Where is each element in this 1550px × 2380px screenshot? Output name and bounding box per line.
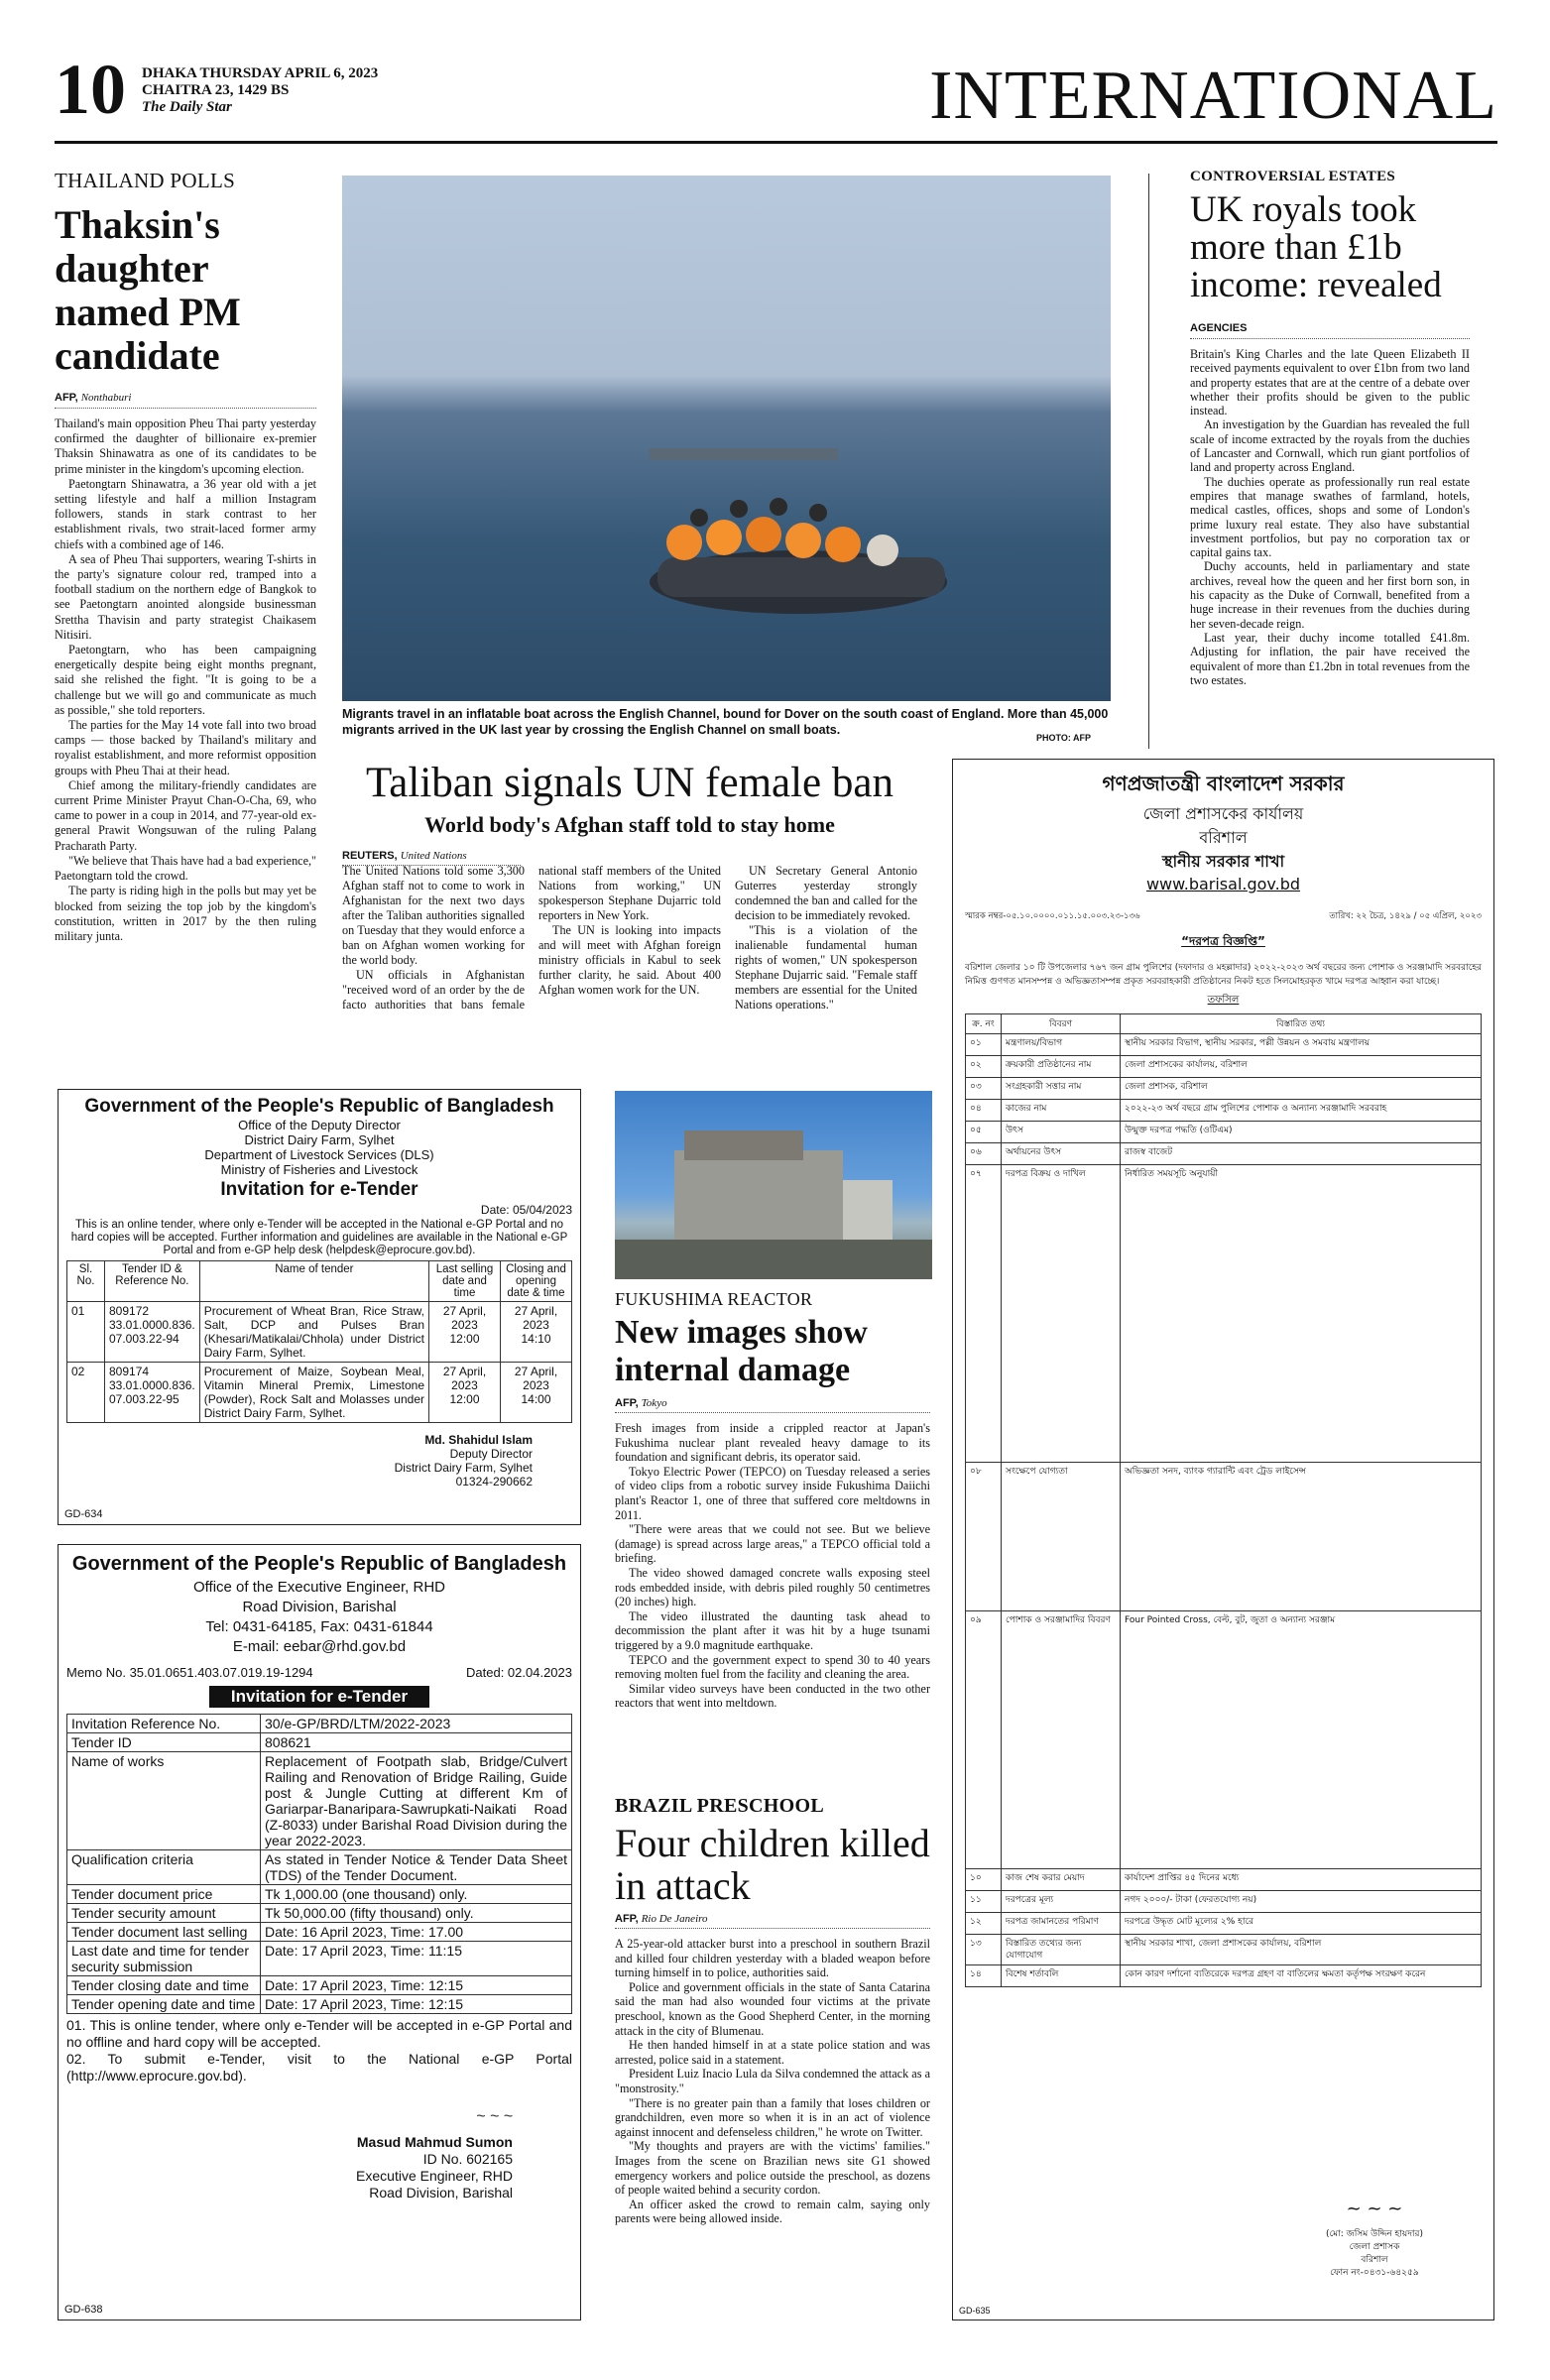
kicker: BRAZIL PRESCHOOL xyxy=(615,1795,824,1817)
table-cell: Tender opening date and time xyxy=(67,1995,261,2014)
text-line: (মো: জসিম উদ্দিন হায়দার) xyxy=(1325,2229,1423,2239)
table-cell: বিস্তারিত তথ্য xyxy=(1121,1014,1482,1034)
byline: AFP, Rio De Janeiro xyxy=(615,1913,708,1925)
article-body xyxy=(615,1421,930,1711)
ad-date: Date: 05/04/2023 xyxy=(480,1203,572,1217)
table-row xyxy=(966,1965,1482,1987)
table-row xyxy=(966,1869,1482,1891)
table-row xyxy=(966,1143,1482,1165)
table-row xyxy=(67,1904,572,1923)
fukushima-photo xyxy=(615,1091,932,1279)
photo-credit: PHOTO: AFP xyxy=(1035,733,1091,743)
paragraph: The United Nations told some 3,300 Afghan staff not to come to work in Afghanistan for the next two days after the Taliban authorities signalled on Tuesday that they would enforce a ban on Afghan women working for the world body. xyxy=(342,864,525,967)
table-row xyxy=(966,1165,1482,1463)
text-line: Road Division, Barishal xyxy=(369,2185,513,2201)
table-cell: Closing and opening date & time xyxy=(501,1261,572,1302)
column-rule xyxy=(1148,174,1149,749)
ad-email[interactable]: E-mail: eebar@rhd.gov.bd xyxy=(232,1638,407,1655)
note: 02. To submit e-Tender, visit to the National e-GP Portal (http://www.eprocure.gov.bd). xyxy=(66,2051,572,2083)
ad-title: Invitation for e-Tender xyxy=(220,1179,418,1200)
paragraph: A sea of Pheu Thai supporters, wearing T-shirts in the party's signature colour red, tramped into a football stadium on the northern edge of Bangkok to see Paetongtarn anointed alongside businessman Srettha Thavisin and party strategist Chaikasem Nitisiri. xyxy=(55,551,316,642)
kicker: FUKUSHIMA REACTOR xyxy=(615,1289,813,1309)
ad-city: বরিশাল xyxy=(1199,828,1248,847)
table-cell: Qualification criteria xyxy=(67,1850,261,1885)
text-line: ID No. 602165 xyxy=(422,2151,513,2167)
table-cell: ১২ xyxy=(966,1913,1002,1935)
text-line: ফোন নং-০৪৩১-৬৪২৫৯ xyxy=(1330,2268,1419,2278)
table-row xyxy=(966,1913,1482,1935)
subhead: World body's Afghan staff told to stay home xyxy=(424,812,835,837)
table-cell: Sl. No. xyxy=(67,1261,105,1302)
byline: REUTERS, United Nations xyxy=(342,850,467,862)
ad-website[interactable]: www.barisal.gov.bd xyxy=(1145,875,1301,893)
paragraph: President Luiz Inacio Lula da Silva condemned the attack as a "monstrosity." xyxy=(615,2067,930,2095)
byline: AFP, Tokyo xyxy=(615,1397,667,1409)
paragraph: Paetongtarn Shinawatra, a 36 year old with a jet setting lifestyle and half a million Instagram followers, stands in stark contrast to her establishment rivals, two strait-laced former army chiefs with a combined age of 146. xyxy=(55,476,316,551)
text-line: Department of Livestock Services (DLS) xyxy=(204,1147,434,1162)
table-cell: জেলা প্রশাসক, বরিশাল xyxy=(1121,1078,1482,1100)
table-cell: স্থানীয় সরকার বিভাগ, স্থানীয় সরকার, পল্লী উন্নয়ন ও সমবায় মন্ত্রণালয় xyxy=(1121,1034,1482,1056)
note: 01. This is online tender, where only e-Tender will be accepted in e-GP Portal and no offline and hard copy will be accepted. xyxy=(66,2017,572,2050)
article-body xyxy=(55,416,316,944)
paragraph: Last year, their duchy income totalled £41.8m. Adjusting for inflation, the pair have received the equivalent of more than £1.2bn in total revenues from the two estates. xyxy=(1190,630,1470,687)
text-line: বরিশাল xyxy=(1361,2255,1388,2265)
paragraph: Tokyo Electric Power (TEPCO) on Tuesday released a series of video clips from a robotic survey inside Fukushima Daiichi plant's Reactor 1, one of three that suffered core meltdowns in 2011. xyxy=(615,1464,930,1522)
signer-lines xyxy=(66,2151,513,2202)
table-cell: উৎস xyxy=(1002,1122,1121,1143)
table-row xyxy=(67,1715,572,1733)
headline: Taliban signals UN female ban xyxy=(366,760,894,806)
table-cell: দরপত্রের মূল্য xyxy=(1002,1891,1121,1913)
table-cell: Procurement of Wheat Bran, Rice Straw, Salt, DCP and Pulses Bran (Khesari/Matikalai/Chhola) under District Dairy Farm, Sylhet. xyxy=(199,1302,428,1363)
table-row xyxy=(67,1733,572,1752)
table-row xyxy=(966,1078,1482,1100)
text-line: Road Division, Barishal xyxy=(242,1599,397,1615)
paragraph: An officer asked the crowd to remain calm, saying only parents were being allowed inside. xyxy=(615,2197,930,2226)
table-cell: কাজ শেষ করার মেয়াদ xyxy=(1002,1869,1121,1891)
paragraph: "This is a violation of the inalienable fundamental human rights of women," UN spokesperson Stephane Dujarric said. "Female staff members are essential for the United Nations operations." xyxy=(735,923,917,1012)
table-cell: ক্রয়কারী প্রতিষ্ঠানের নাম xyxy=(1002,1056,1121,1078)
table-cell: ক্র. নং xyxy=(966,1014,1002,1034)
ad-notes xyxy=(66,2017,572,2084)
table-row xyxy=(966,1611,1482,1869)
article-body xyxy=(615,1937,930,2226)
table-cell: বিস্তারিত তথ্যের জন্য যোগাযোগ xyxy=(1002,1935,1121,1965)
paragraph: The video illustrated the daunting task ahead to decommission the plant after it was hit by a huge tsunami triggered by a 9.0 magnitude earthquake. xyxy=(615,1608,930,1652)
paragraph: UN officials in Afghanistan "received word of an order by the de facto authorities that bans female national staff members of the United Nations from working," UN spokesperson Stephane Dujarric told reporters in New York. xyxy=(342,864,721,1012)
byline: AFP, Nonthaburi xyxy=(55,392,132,404)
table-cell: Tk 1,000.00 (one thousand) only. xyxy=(261,1885,572,1904)
byline: AGENCIES xyxy=(1190,322,1248,334)
paragraph: Chief among the military-friendly candidates are current Prime Minister Prayut Chan-O-Cha, 69, who came to power in a coup in 2014, and 77-year-old ex-general Prawit Wongsuwan of the ruling Palang Pracharath Party. xyxy=(55,777,316,853)
table-row xyxy=(966,1056,1482,1078)
table-cell: কার্যাদেশ প্রাপ্তির ৪৫ দিনের মধ্যে xyxy=(1121,1869,1482,1891)
article-body xyxy=(1190,347,1470,687)
signature: ~ ~ ~ xyxy=(1346,2199,1403,2219)
ad-memo: Memo No. 35.01.0651.403.07.019.19-1294 xyxy=(66,1665,313,1680)
table-cell: ০৫ xyxy=(966,1122,1002,1143)
paragraph: Police and government officials in the state of Santa Catarina said the man had also wounded four victims at the private preschool, known as the Good Shepherd Center, in the morning attack in the city of Blumenau. xyxy=(615,1979,930,2038)
brazil-article xyxy=(615,1795,930,2325)
ad-intro: This is an online tender, where only e-Tender will be accepted in the National e-GP Portal and no hard copies will be accepted. Further information and guidelines are available in the National e-GP Portal and from e-GP help desk (helpdesk@eprocure.gov.bd). xyxy=(70,1219,568,1256)
table-cell: Tk 50,000.00 (fifty thousand) only. xyxy=(261,1904,572,1923)
table-cell: মন্ত্রণালয়/বিভাগ xyxy=(1002,1034,1121,1056)
table-row xyxy=(966,1100,1482,1122)
table-row xyxy=(67,1363,572,1423)
table-cell: Four Pointed Cross, বেল্ট, বুট, জুতা ও অন্যান্য সরঞ্জাম xyxy=(1121,1611,1482,1869)
paragraph: "We believe that Thais have had a bad experience," Paetongtarn told the crowd. xyxy=(55,853,316,884)
taliban-article xyxy=(342,759,917,1106)
text-line: District Dairy Farm, Sylhet xyxy=(394,1461,533,1475)
table-cell: 27 April, 2023 12:00 xyxy=(429,1302,501,1363)
paragraph: He then handed himself in at a state police station and was arrested, police said in a statement. xyxy=(615,2038,930,2067)
table-row xyxy=(67,1995,572,2014)
table-cell: Invitation Reference No. xyxy=(67,1715,261,1733)
uk-royals-article xyxy=(1190,169,1470,749)
table-cell: Date: 17 April 2023, Time: 11:15 xyxy=(261,1942,572,1976)
ad-gov-title: Government of the People's Republic of Bangladesh xyxy=(84,1096,554,1117)
table-header xyxy=(67,1261,572,1302)
gd-number: GD-635 xyxy=(959,2306,991,2316)
paragraph: TEPCO and the government expect to spend 30 to 40 years removing molten fuel from the facility and cleaning the area. xyxy=(615,1652,930,1682)
paragraph: The parties for the May 14 vote fall into two broad camps — those backed by Thailand's military and royalist establishment, and more reformist opposition groups with Pheu Thai at their head. xyxy=(55,718,316,777)
table-cell: Name of tender xyxy=(199,1261,428,1302)
paragraph: Britain's King Charles and the late Queen Elizabeth II received payments equivalent to over £1bn from two land and property estates that are at the centre of a debate over whether their profits should be given to the public instead. xyxy=(1190,347,1470,418)
table-cell: রাজস্ব বাজেট xyxy=(1121,1143,1482,1165)
text-line: Ministry of Fisheries and Livestock xyxy=(220,1162,418,1177)
ad-office: জেলা প্রশাসকের কার্যালয় xyxy=(1142,804,1304,823)
table-cell: Replacement of Footpath slab, Bridge/Culvert Railing and Renovation of Bridge Railing, Guide post & Jungle Cutting at different Km of Gariarpar-Banaripara-Sawrupkati-Naikati Road (Z-8033) under Barishal Road Division during the year 2022-2023. xyxy=(261,1752,572,1850)
paragraph: "There is no greater pain than a family that loses children or grandchildren, even more so when it is in an act of violence against innocent and defenseless children," he wrote on Twitter. xyxy=(615,2095,930,2139)
table-cell: ১১ xyxy=(966,1891,1002,1913)
table-cell: Date: 17 April 2023, Time: 12:15 xyxy=(261,1995,572,2014)
table-row xyxy=(67,1850,572,1885)
table-cell: Tender document last selling xyxy=(67,1923,261,1942)
table-cell: Date: 17 April 2023, Time: 12:15 xyxy=(261,1976,572,1995)
signer-name: Md. Shahidul Islam xyxy=(424,1433,533,1447)
thailand-article xyxy=(55,169,316,1066)
paragraph: Duchy accounts, held in parliamentary and state archives, reveal how the queen and her first born son, in his capacity as the Duke of Cornwall, benefited from a huge increase in their revenues from the duchies during her seven-decade reign. xyxy=(1190,559,1470,631)
table-cell: Last date and time for tender security submission xyxy=(67,1942,261,1976)
table-row xyxy=(966,1935,1482,1965)
headline: UK royals took more than £1b income: revealed xyxy=(1190,189,1442,305)
table-cell: 808621 xyxy=(261,1733,572,1752)
table-cell: ০১ xyxy=(966,1034,1002,1056)
page-number: 10 xyxy=(55,60,126,129)
table-cell: Last selling date and time xyxy=(429,1261,501,1302)
paragraph: A 25-year-old attacker burst into a preschool in southern Brazil and killed four children yesterday with a bladed weapon before turning himself in to police, authorities said. xyxy=(615,1937,930,1980)
table-cell: দরপত্র বিক্রয় ও দাখিল xyxy=(1002,1165,1121,1463)
table-cell: অর্থায়নের উৎস xyxy=(1002,1143,1121,1165)
ad-rhd-tender xyxy=(58,1544,581,2320)
ad-gov-title: গণপ্রজাতন্ত্রী বাংলাদেশ সরকার xyxy=(1102,772,1345,795)
table-cell: জেলা প্রশাসকের কার্যালয়, বরিশাল xyxy=(1121,1056,1482,1078)
signer-lines xyxy=(1295,2228,1454,2280)
paragraph: "There were areas that we could not see. But we believe (damage) is spread across large areas," a TEPCO official told a briefing. xyxy=(615,1522,930,1566)
bangla-date: CHAITRA 23, 1429 BS xyxy=(142,82,290,98)
table-cell: বিবরণ xyxy=(1002,1014,1121,1034)
table-row xyxy=(966,1122,1482,1143)
table-row xyxy=(966,1034,1482,1056)
table-cell: Tender ID & Reference No. xyxy=(105,1261,200,1302)
table-row xyxy=(67,1752,572,1850)
schedule-table xyxy=(965,1013,1482,1987)
table-cell: 809174 33.01.0000.836. 07.003.22-95 xyxy=(105,1363,200,1423)
tender-table xyxy=(66,1260,572,1423)
table-cell: Procurement of Maize, Soybean Meal, Vitamin Mineral Premix, Limestone (Powder), Rock Salt and Molasses under District Dairy Farm, Sylhet. xyxy=(199,1363,428,1423)
table-cell: 01 xyxy=(67,1302,105,1363)
ad-title: “দরপত্র বিজ্ঞপ্তি” xyxy=(1181,934,1265,948)
ad-memo: স্মারক নম্বর-০৫.১০.০০০০.০১১.১৫.০০৩.২৩-১৩৬ xyxy=(965,911,1140,921)
tender-table xyxy=(66,1714,572,2014)
table-cell: সংক্ষেপে যোগ্যতা xyxy=(1002,1463,1121,1611)
paragraph: "My thoughts and prayers are with the victims' families." Images from the scene on Brazilian news site G1 showed emergency workers and police outside the preschool, as dozens of people waited behind a security cordon. xyxy=(615,2139,930,2198)
paragraph: The party is riding high in the polls but may yet be blocked from seizing the top job by the kingdom's constitution, written in 2017 by the then ruling military junta. xyxy=(55,884,316,943)
table-cell: ০৮ xyxy=(966,1463,1002,1611)
table-cell: As stated in Tender Notice & Tender Data Sheet (TDS) of the Tender Document. xyxy=(261,1850,572,1885)
kicker: THAILAND POLLS xyxy=(55,169,236,192)
text-line: Deputy Director xyxy=(449,1447,533,1461)
paragraph: Thailand's main opposition Pheu Thai party yesterday confirmed the daughter of billionaire ex-premier Thaksin Shinawatra as one of its candidates to be prime minister in the kingdom's upcoming election. xyxy=(55,416,316,476)
headline: Four children killed in attack xyxy=(615,1821,930,1908)
table-cell: দরপত্রে উদ্ধৃত মোট মূল্যের ২% হারে xyxy=(1121,1913,1482,1935)
table-cell: 27 April, 2023 14:10 xyxy=(501,1302,572,1363)
table-row xyxy=(67,1923,572,1942)
table-cell: ০৩ xyxy=(966,1078,1002,1100)
ad-gov-title: Government of the People's Republic of Bangladesh xyxy=(71,1553,567,1575)
table-row xyxy=(67,1942,572,1976)
text-line: জেলা প্রশাসক xyxy=(1349,2242,1400,2252)
table-cell: Name of works xyxy=(67,1752,261,1850)
table-cell: ০৭ xyxy=(966,1165,1002,1463)
paragraph: An investigation by the Guardian has revealed the full scale of income extracted by the royals from the duchies of Lancaster and Cornwall, which run giant portfolios of land and property across England. xyxy=(1190,417,1470,475)
signer-name: Masud Mahmud Sumon xyxy=(356,2134,513,2150)
table-cell: Date: 16 April 2023, Time: 17.00 xyxy=(261,1923,572,1942)
paragraph: Fresh images from inside a crippled reactor at Japan's Fukushima nuclear plant revealed heavy damage to its foundation and significant debris, its operator said. xyxy=(615,1421,930,1465)
table-cell: কোন কারণ দর্শানো ব্যতিরেকে দরপত্র গ্রহণ বা বাতিলের ক্ষমতা কর্তৃপক্ষ সংরক্ষণ করেন xyxy=(1121,1965,1482,1987)
ad-date: তারিখ: ২২ চৈত্র, ১৪২৯ / ০৫ এপ্রিল, ২০২৩ xyxy=(1329,911,1482,921)
ad-branch: স্থানীয় সরকার শাখা xyxy=(1161,852,1285,871)
photo-caption: Migrants travel in an inflatable boat across the English Channel, bound for Dover on the south coast of England. More than 45,000 migrants arrived in the UK last year by crossing the English Channel on small boats. PHOTO: AFP xyxy=(342,706,1111,746)
table-cell: ০২ xyxy=(966,1056,1002,1078)
table-cell: পোশাক ও সরঞ্জামাদির বিবরণ xyxy=(1002,1611,1121,1869)
headline: New images show internal damage xyxy=(615,1314,868,1388)
text-line: Tel: 0431-64185, Fax: 0431-61844 xyxy=(205,1618,433,1635)
table-cell: ১৩ xyxy=(966,1935,1002,1965)
ad-title: Invitation for e-Tender xyxy=(209,1686,429,1708)
ad-intro: বরিশাল জেলার ১০ টি উপজেলার ৭৬৭ জন গ্রাম পুলিশের (দফাদার ও মহল্লাদার) ২০২২-২০২৩ অর্থ বছরের জন্য পোশাক ও সরঞ্জামাদি সরবরাহের নিমিত্ত গুণগত মানসম্পন্ন ও অভিজ্ঞতাসম্পন্ন প্রকৃত সরবরাহকারী প্রতিষ্ঠানের নিকট হতে সিলমোহরকৃত খামে দরপত্র আহ্বান করা যাচ্ছে। xyxy=(965,963,1483,987)
table-cell: নগদ ২০০০/- টাকা (ফেরতযোগ্য নয়) xyxy=(1121,1891,1482,1913)
ad-barisal-tender xyxy=(952,759,1494,2320)
table-cell: বিশেষ শর্তাবলি xyxy=(1002,1965,1121,1987)
text-line: Office of the Executive Engineer, RHD xyxy=(192,1579,446,1596)
paper-logo: The Daily Star xyxy=(142,99,232,115)
paragraph: UN Secretary General Antonio Guterres yesterday strongly condemned the ban and called for the decision to be immediately revoked. xyxy=(735,864,917,922)
masthead xyxy=(55,60,1497,159)
table-cell: 27 April, 2023 14:00 xyxy=(501,1363,572,1423)
table-cell: ১৪ xyxy=(966,1965,1002,1987)
table-cell: 809172 33.01.0000.836. 07.003.22-94 xyxy=(105,1302,200,1363)
date-line: DHAKA THURSDAY APRIL 6, 2023 xyxy=(142,65,379,81)
table-cell: Tender security amount xyxy=(67,1904,261,1923)
table-cell: Tender ID xyxy=(67,1733,261,1752)
table-cell: স্থানীয় সরকার শাখা, জেলা প্রশাসকের কার্যালয়, বরিশাল xyxy=(1121,1935,1482,1965)
table-row xyxy=(67,1885,572,1904)
text-line: Office of the Deputy Director xyxy=(238,1118,401,1132)
table-cell: উন্মুক্ত দরপত্র পদ্ধতি (ওটিএম) xyxy=(1121,1122,1482,1143)
table-cell: দরপত্র জামানতের পরিমাণ xyxy=(1002,1913,1121,1935)
table-cell: 30/e-GP/BRD/LTM/2022-2023 xyxy=(261,1715,572,1733)
table-cell: ০৪ xyxy=(966,1100,1002,1122)
text-line: Executive Engineer, RHD xyxy=(356,2168,513,2184)
table-cell: Tender document price xyxy=(67,1885,261,1904)
ad-dls-tender xyxy=(58,1089,581,1525)
table-cell: ১০ xyxy=(966,1869,1002,1891)
gd-number: GD-638 xyxy=(64,2304,103,2316)
signature: ~ ~ ~ xyxy=(476,2108,513,2125)
paragraph: The duchies operate as professionally run real estate empires that manage swathes of farmland, hotels, medical castles, offices, shops and some of London's prime luxury real estate. They also have substantial investment portfolios, but pay no corporation tax or capital gains tax. xyxy=(1190,474,1470,560)
migrant-boat-photo xyxy=(342,176,1111,701)
table-row xyxy=(966,1463,1482,1611)
table-cell: কাজের নাম xyxy=(1002,1100,1121,1122)
article-body xyxy=(342,864,917,1087)
fukushima-article xyxy=(615,1289,930,1775)
ad-office-lines xyxy=(66,1118,572,1177)
table-label: তফসিল xyxy=(1207,995,1240,1006)
table-row xyxy=(67,1302,572,1363)
table-cell: Tender closing date and time xyxy=(67,1976,261,1995)
paragraph: Paetongtarn, who has been campaigning energetically despite being eight months pregnant, said she relished the fight. "It is going to be a challenge but we will go and communicate as much as possible," she told reporters. xyxy=(55,643,316,717)
ad-dated: Dated: 02.04.2023 xyxy=(466,1665,572,1680)
paragraph: Similar video surveys have been conducted in the two other reactors that went into meltdown. xyxy=(615,1681,930,1711)
table-cell: 27 April, 2023 12:00 xyxy=(429,1363,501,1423)
table-cell: নির্ধারিত সময়সূচি অনুযায়ী xyxy=(1121,1165,1482,1463)
table-cell: ০৬ xyxy=(966,1143,1002,1165)
signer-lines xyxy=(66,1447,533,1488)
table-row xyxy=(966,1891,1482,1913)
table-cell: অভিজ্ঞতা সনদ, ব্যাংক গ্যারান্টি এবং ট্রেড লাইসেন্স xyxy=(1121,1463,1482,1611)
paragraph: The UN is looking into impacts and will meet with Afghan foreign ministry officials in Kabul to seek further clarity, he said. About 400 Afghan women work for the UN. xyxy=(538,923,721,997)
kicker: CONTROVERSIAL ESTATES xyxy=(1190,169,1396,184)
table-cell: 02 xyxy=(67,1363,105,1423)
table-cell: সংগ্রহকারী সত্তার নাম xyxy=(1002,1078,1121,1100)
ad-office-lines xyxy=(66,1578,572,1637)
table-row xyxy=(67,1976,572,1995)
section-title: INTERNATIONAL xyxy=(929,60,1497,134)
headline: Thaksin's daughter named PM candidate xyxy=(55,202,241,378)
text-line: District Dairy Farm, Sylhet xyxy=(244,1132,395,1147)
table-cell: ০৯ xyxy=(966,1611,1002,1869)
text-line: 01324-290662 xyxy=(455,1475,533,1488)
paragraph: The video showed damaged concrete walls exposing steel rods embedded inside, with debris piled roughly 50 centimetres (20 inches) high. xyxy=(615,1565,930,1609)
table-cell: ২০২২-২৩ অর্থ বছরে গ্রাম পুলিশের পোশাক ও অন্যান্য সরঞ্জামাদি সরবরাহ xyxy=(1121,1100,1482,1122)
gd-number: GD-634 xyxy=(64,1508,103,1520)
